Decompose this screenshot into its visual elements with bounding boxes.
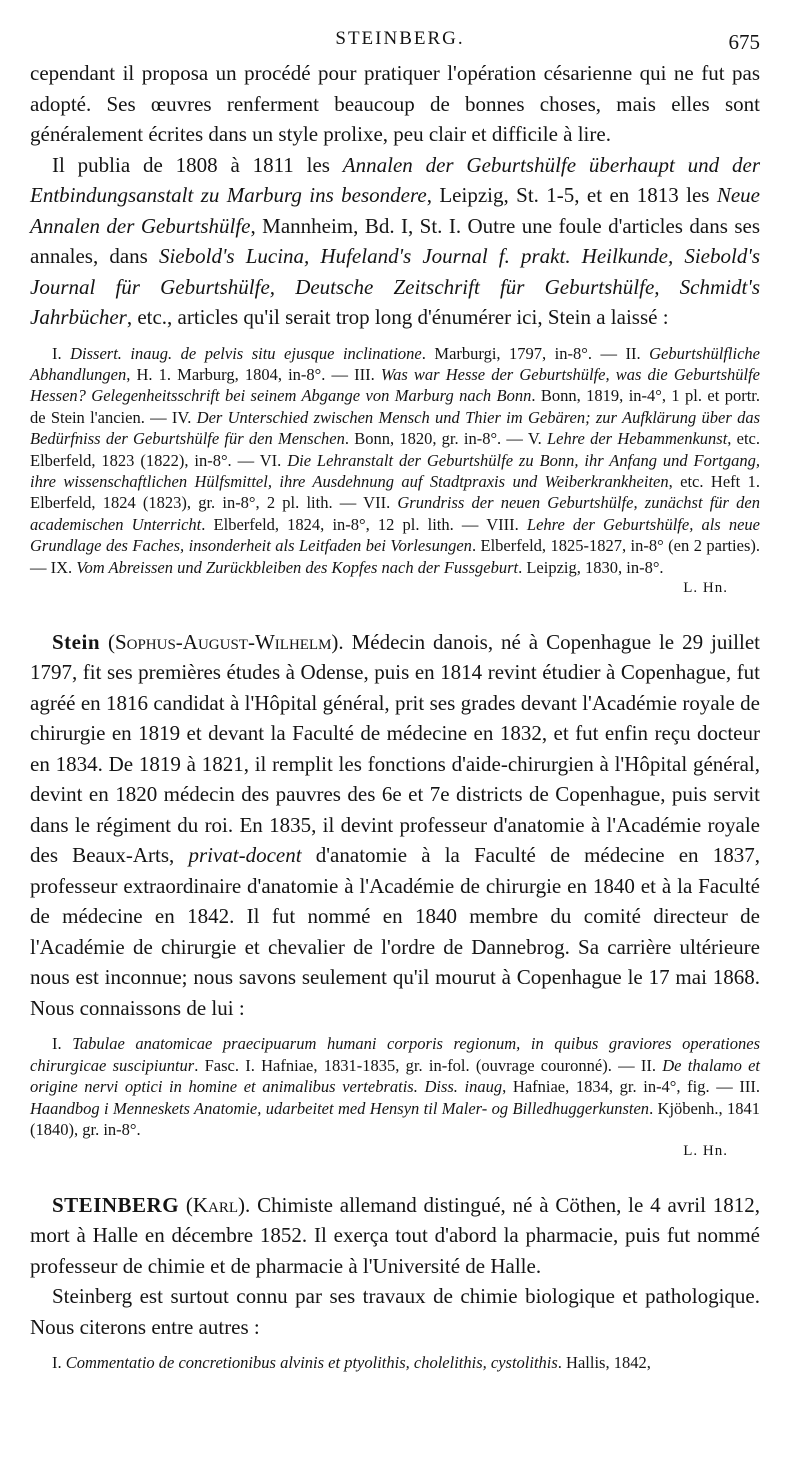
bibliography-list bbox=[30, 1352, 760, 1373]
entry-paragraph bbox=[30, 1190, 760, 1282]
entry-given-names: (Sophus-August-Wilhelm). bbox=[107, 629, 344, 654]
biblio-text: . Fasc. I. Hafniae, 1831-1835, gr. in-fol. (ouvrage couronné). — II. bbox=[194, 1055, 663, 1075]
entry-headword: Stein bbox=[52, 629, 101, 654]
biblio-text: , etc. Heft 1. Elberfeld, 1824 (1823), gr. in-8°, 2 pl. lith. — VII. bbox=[30, 471, 760, 513]
biblio-title: De thalamo et origine nervi optici in homine et animalibus vertebratis. Diss. inaug bbox=[30, 1055, 760, 1097]
text-run: Médecin danois, né à Copenhague le 29 juillet 1797, fit ses premières études à Odense, puis en 1814 revint étudier à Copenhague, fut agréé en 1816 candidat à l'Hôpital général, prit ses grades devant l'Académie royale de chirurgie en 1819 et devant la Faculté de médecine en 1832, et fut enfin reçu docteur en 1834. De 1819 à 1821, il remplit les fonctions d'aide-chirurgien à l'Hôpital général, devint en 1820 médecin des pauvres des 6e et 7e districts de Copenhague, puis servit dans le régiment du roi. En 1835, il devint professeur d'anatomie à l'Académie royale des Beaux-Arts, bbox=[30, 629, 760, 868]
title-run: privat-docent bbox=[188, 843, 302, 868]
biblio-title: Lehre der Geburtshülfe, als neue Grundlage des Faches, insonderheit als Leitfaden bei Vorlesungen bbox=[30, 514, 761, 556]
biblio-title: Grundriss der neuen Geburtshülfe, zunächst für den academischen Unterricht bbox=[30, 493, 760, 534]
title-run: Siebold's Lucina, Hufeland's Journal f. prakt. Heilkunde, Siebold's Journal für Geburtshülfe, Deutsche Zeitschrift für Geburtshülfe, Schmidt's Jahrbücher bbox=[30, 244, 761, 329]
biblio-title: Geburtshülfliche Abhandlungen bbox=[30, 343, 760, 384]
page-body bbox=[30, 58, 760, 1373]
entry-continuation bbox=[30, 58, 760, 597]
biblio-title: Die Lehranstalt der Geburtshülfe zu Bonn, ihr Anfang und Fortgang, ihre wissenschaftlichen Hülfsmittel, ihre Ausdehnung auf Stadtpraxis und Weiberkrankheiten bbox=[30, 450, 760, 491]
entry-paragraph: Steinberg est surtout connu par ses travaux de chimie biologique et pathologique. Nous citerons entre autres : bbox=[30, 1284, 760, 1339]
biblio-title: Der Unterschied zwischen Mensch und Thier im Gebären; zur Aufklärung über das Bedürfniss der Geburtshülfe für den Menschen bbox=[30, 407, 760, 449]
publications-paragraph bbox=[30, 150, 760, 333]
biblio-title: Lehre der Hebammenkunst bbox=[546, 429, 728, 449]
text-run: Chimiste allemand distingué, né à Cöthen, le 4 avril 1812, mort à Halle en décembre 1852. Il exerça tout d'abord la pharmacie, puis fut nommé professeur de chimie et de pharmacie à l'Université de Halle. bbox=[30, 1192, 760, 1278]
text-run: , Leipzig, St. 1-5, et en 1813 les bbox=[426, 183, 717, 207]
biblio-text: I. bbox=[52, 1034, 73, 1054]
entry-given-names: (Karl). bbox=[185, 1192, 251, 1217]
entry-headword: STEINBERG bbox=[52, 1192, 180, 1217]
title-run: Annalen der Geburtshülfe überhaupt und der Entbindungsanstalt zu Marburg ins besondere bbox=[30, 152, 760, 207]
biblio-title: Was war Hesse der Geburtshülfe, was die Geburtshülfe Hessen? Gelegenheitsschrift bei seinem Abgange von Marburg nach Bonn bbox=[30, 364, 760, 406]
author-signature: L. Hn. bbox=[683, 579, 728, 596]
text-run: d'anatomie à la Faculté de médecine en 1837, professeur extraordinaire d'anatomie à l'Académie de chirurgie en 1840 et à la Faculté de médecine en 1842. Il fut nommé en 1840 membre du comité directeur de l'Académie de chirurgie et chevalier de l'ordre de Dannebrog. Sa carrière ultérieure nous est inconnue; nous savons seulement qu'il mourut à Copenhague le 17 mai 1868. Nous connaissons de lui : bbox=[30, 843, 760, 1020]
biblio-title: Haandbog i Menneskets Anatomie, udarbeitet med Hensyn til Maler- og Billedhuggerkunsten bbox=[30, 1098, 650, 1118]
entry-steinberg bbox=[30, 1190, 760, 1374]
biblio-text: , etc. Elberfeld, 1823 (1822), in-8°. — VI. bbox=[30, 429, 761, 470]
biblio-text: . Elberfeld, 1825-1827, in-8° (en 2 parties). — IX. bbox=[30, 536, 760, 577]
running-header bbox=[0, 28, 800, 58]
biblio-text: I. bbox=[52, 1353, 66, 1372]
biblio-text: . Marburgi, 1797, in-8°. — II. bbox=[421, 343, 650, 363]
biblio-title: Dissert. inaug. de pelvis situ ejusque inclinatione bbox=[70, 343, 422, 363]
biblio-text: , Hafniae, 1834, gr. in-4°, fig. — III. bbox=[502, 1077, 760, 1097]
biblio-text: , H. 1. Marburg, 1804, in-8°. — III. bbox=[126, 364, 381, 384]
biblio-text: . Leipzig, 1830, in-8°. bbox=[518, 557, 664, 577]
page-number: 675 bbox=[728, 30, 760, 54]
biblio-text: . Bonn, 1819, in-4°, 1 pl. et portr. de Stein l'ancien. — IV. bbox=[30, 386, 760, 427]
biblio-text: . Hallis, 1842, bbox=[557, 1353, 651, 1372]
entry-stein bbox=[30, 627, 760, 1160]
entry-paragraph bbox=[30, 627, 760, 1024]
biblio-title: Commentatio de concretionibus alvinis et ptyolithis, cholelithis, cystolithis bbox=[65, 1353, 558, 1372]
text-run: , etc., articles qu'il serait trop long d'énumérer ici, Stein a laissé : bbox=[126, 305, 669, 329]
text-run: Il publia de 1808 à 1811 les bbox=[52, 152, 343, 177]
biblio-text: . Bonn, 1820, gr. in-8°. — V. bbox=[344, 429, 547, 449]
biblio-title: Vom Abreissen und Zurückbleiben des Kopfes nach der Fussgeburt bbox=[76, 557, 519, 577]
title-run: Neue Annalen der Geburtshülfe bbox=[30, 183, 760, 238]
running-title: STEINBERG. bbox=[335, 28, 465, 49]
continuation-paragraph: cependant il proposa un procédé pour pratiquer l'opération césarienne qui ne fut pas adopté. Ses œuvres renferment beaucoup de bonnes choses, mais elles sont généralement écrites dans un style prolixe, peu clair et difficile à lire. bbox=[30, 61, 760, 146]
biblio-text: . Elberfeld, 1824, in-8°, 12 pl. lith. — VIII. bbox=[201, 514, 527, 534]
bibliography-list bbox=[30, 1033, 760, 1140]
bibliography-list bbox=[30, 343, 760, 578]
biblio-title: Tabulae anatomicae praecipuarum humani corporis regionum, in quibus graviores operationes chirurgicae suscipiuntur bbox=[30, 1034, 760, 1075]
author-signature: L. Hn. bbox=[683, 1142, 728, 1159]
biblio-text: . Kjöbenh., 1841 (1840), gr. in-8°. bbox=[30, 1098, 760, 1140]
biblio-text: I. bbox=[52, 343, 71, 363]
text-run: , Mannheim, Bd. I, St. I. Outre une foule d'articles dans ses annales, dans bbox=[30, 213, 760, 268]
